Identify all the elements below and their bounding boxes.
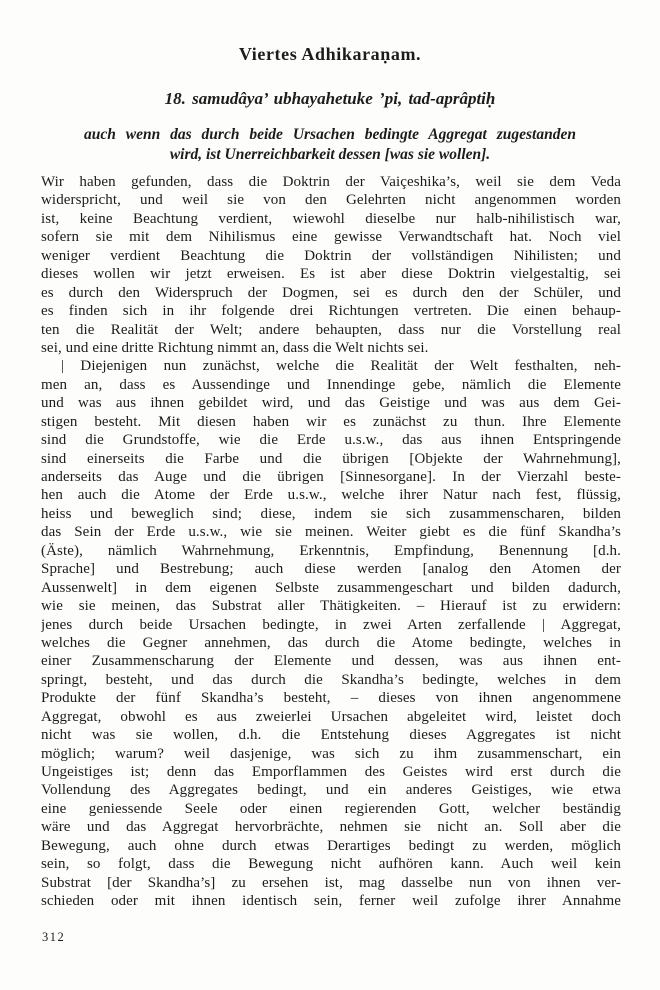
text-line: und was aus ihnen gebildet wird, und das Geistige und was aus dem Gei- [41,395,621,412]
text-line: ten die Realität der Welt; andere behaupten, dass nur die Vorstellung real [41,321,621,338]
text-line: schieden oder mit ihnen identisch sein, ferner weil zufolge ihrer Annahme [41,893,621,910]
sutra-translation [84,125,576,164]
text-line: es finden sich in ihr folgende drei Richtungen vertreten. Die einen behaup- [41,303,621,320]
text-line: Substrat [der Skandha’s] zu ersehen ist, mag dasselbe nun von ihnen ver- [41,874,621,891]
text-line: sei, und eine dritte Richtung nimmt an, dass die Welt nichts sei. [41,339,429,356]
chapter-heading: Viertes Adhikaraṇam. [238,44,422,64]
page-number: 312 [42,930,66,944]
text-line: | Diejenigen nun zunächst, welche die Realität der Welt festhalten, neh- [61,358,621,375]
text-line: ist, keine Beachtung verdient, wiewohl dieselbe nur halb-nihilistisch war, [41,210,621,227]
text-line: Vollendung des Aggregates bedingt, und ein anderes Geistiges, wie etwa [41,782,621,799]
sutra-line: 18. samudâya’ ubhayahetuke ’pi, tad-aprâptiḥ [164,89,496,108]
text-line: sind die Grundstoffe, wie die Erde u.s.w., das aus ihnen Entspringende [41,432,621,449]
text-line: wie sie meinen, das Substrat aller Thätigkeiten. – Hierauf ist zu erwidern: [41,598,621,615]
text-line: Aggregat, obwohl es aus zweierlei Ursachen abgeleitet wird, leistet doch [41,708,621,725]
text-line: sein, so folgt, dass die Bewegung nicht aufhören kann. Auch weil kein [41,856,621,873]
text-line: jenes durch beide Ursachen bedingte, in zwei Arten zerfallende | Aggregat, [41,616,621,633]
text-line: wäre und das Aggregat hervorbrächte, nehmen sie nicht an. Soll aber die [41,819,621,836]
text-line: das Sein der Erde u.s.w., wie sie meinen. Weiter giebt es die fünf Skandha’s [41,524,621,541]
text-line: nicht was sie wollen, d.h. die Entstehung dieses Aggregates ist nicht [41,727,621,744]
text-line: hen auch die Atome der Erde u.s.w., welche ihrer Natur nach fest, flüssig, [41,487,621,504]
text-line: anderseits das Auge und die übrigen [Sinnesorgane]. In der Vierzahl beste- [41,469,621,485]
text-line: men an, dass es Aussendinge und Innendinge gebe, nämlich die Elemente [41,376,621,393]
text-line: widerspricht, und weil sie von den Gelehrten nicht angenommen worden [41,192,621,209]
text-line: Sprache] und Bestrebung; auch diese werden [analog den Atomen der [41,561,621,578]
text-line: sofern sie mit dem Nihilismus eine gewisse Verwandtschaft hat. Noch viel [41,229,621,246]
text-line: Aussenwelt] in dem eigenen Selbste zusammengeschart und bilden dadurch, [41,579,621,596]
text-line: welches die Gegner annehmen, das durch die Atome bedingte, welches in [41,634,621,651]
text-line: dieses wollen wir jetzt erweisen. Es ist aber diese Doktrin vielgestaltig, sei [41,266,621,283]
text-line: heiss und beweglich sind; diese, indem sie sich zusammenscharen, bilden [41,505,621,522]
text-line: springt, besteht, und das durch die Skandha’s bedingte, welches in dem [41,671,621,688]
text-line: (Äste), nämlich Wahrnehmung, Erkenntnis, Empfindung, Benennung [d.h. [41,542,621,559]
text-line: Produkte der fünf Skandha’s besteht, – dieses von ihnen angenommene [41,690,621,707]
text-line: weniger verdient Beachtung die Doktrin der vollständigen Nihilisten; und [41,247,621,264]
text-line: möglich; warum? weil dasjenige, was sich zu ihm zusammenschart, ein [41,745,621,762]
text-line: es durch den Widerspruch der Dogmen, sei es durch den der Schüler, und [41,284,621,301]
text-line: stigen besteht. Mit diesen haben wir es zunächst zu thun. Ihre Elemente [41,413,621,430]
translation-line: wird, ist Unerreichbarkeit dessen [was sie wollen]. [169,145,491,163]
text-line: Bewegung, auch ohne durch etwas Derartiges bedingt zu werden, möglich [41,837,621,854]
translation-line: auch wenn das durch beide Ursachen bedingte Aggregat zugestanden [84,126,576,143]
text-line: Ungeistiges ist; denn das Emporflammen des Geistes wird erst durch die [41,764,621,780]
text-line: sind einerseits die Farbe und die übrigen [Objekte der Wahrnehmung], [41,450,621,467]
text-line: Wir haben gefunden, dass die Doktrin der Vaiçeshika’s, weil sie dem Veda [41,174,621,190]
text-line: eine geniessende Seele oder einen regierenden Gott, welcher beständig [41,800,621,817]
text-line: einer Zusammenscharung der Elemente und dessen, was aus ihnen ent- [41,653,621,670]
body-text-block [41,173,621,911]
